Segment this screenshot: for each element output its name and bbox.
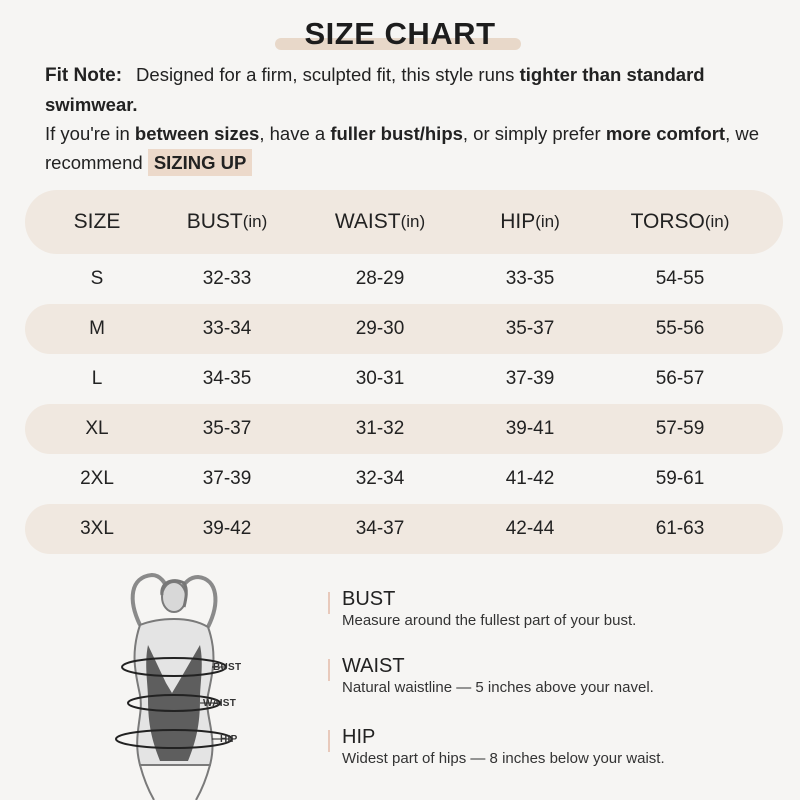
measure-hip xyxy=(328,726,665,767)
cell-torso: 54-55 xyxy=(655,268,705,289)
size-table xyxy=(25,190,783,554)
measure-desc: Widest part of hips — 8 inches below your waist. xyxy=(342,750,665,767)
cell-waist: 34-37 xyxy=(355,518,405,539)
fit-note-bold-1: tighter than standard swimwear. xyxy=(45,64,705,115)
measure-title: BUST xyxy=(342,588,396,610)
measure-divider xyxy=(328,659,330,681)
measure-divider xyxy=(328,730,330,752)
cell-size: 2XL xyxy=(80,468,114,489)
title-area xyxy=(0,16,800,52)
fit-note xyxy=(45,60,765,177)
cell-size: M xyxy=(89,318,105,339)
fit-note-text-3: , have a xyxy=(259,123,331,144)
cell-size: L xyxy=(91,368,103,389)
cell-bust: 39-42 xyxy=(202,518,252,539)
cell-waist: 31-32 xyxy=(355,418,405,439)
fit-note-bold-4: more comfort xyxy=(605,123,726,144)
cell-size: 3XL xyxy=(80,518,114,539)
cell-hip: 41-42 xyxy=(505,468,555,489)
measure-desc: Measure around the fullest part of your bust. xyxy=(342,612,637,629)
cell-hip: 37-39 xyxy=(505,368,555,389)
table-row xyxy=(25,454,783,504)
figure-label-hip: HIP xyxy=(220,734,238,745)
sizing-up-highlight: SIZING UP xyxy=(148,149,253,176)
cell-bust: 35-37 xyxy=(202,418,252,439)
table-row xyxy=(25,404,783,454)
header-size: SIZE xyxy=(73,210,121,233)
cell-hip: 39-41 xyxy=(505,418,555,439)
cell-bust: 32-33 xyxy=(202,268,252,289)
body-figure-icon xyxy=(100,565,260,800)
measure-title: WAIST xyxy=(342,655,405,677)
cell-torso: 55-56 xyxy=(655,318,705,339)
cell-waist: 28-29 xyxy=(355,268,405,289)
measure-title: HIP xyxy=(342,726,376,748)
cell-size: S xyxy=(90,268,104,289)
fit-note-text-4: , or simply prefer xyxy=(462,123,606,144)
fit-note-label: Fit Note: xyxy=(45,65,123,86)
cell-hip: 42-44 xyxy=(505,518,555,539)
fit-note-text-5: , we recommend xyxy=(45,123,759,173)
measure-divider xyxy=(328,592,330,614)
header-bust: BUST (in) xyxy=(186,210,268,233)
cell-bust: 34-35 xyxy=(202,368,252,389)
measure-desc: Natural waistline — 5 inches above your navel. xyxy=(342,679,654,696)
table-row xyxy=(25,304,783,354)
cell-waist: 32-34 xyxy=(355,468,405,489)
fit-note-text-2: If you're in xyxy=(45,123,135,144)
cell-torso: 59-61 xyxy=(655,468,705,489)
cell-bust: 37-39 xyxy=(202,468,252,489)
fit-note-text-1: Designed for a firm, sculpted fit, this style runs xyxy=(136,64,520,85)
cell-waist: 29-30 xyxy=(355,318,405,339)
fit-note-bold-3: fuller bust/hips xyxy=(330,123,463,144)
cell-size: XL xyxy=(85,418,109,439)
cell-bust: 33-34 xyxy=(202,318,252,339)
table-row xyxy=(25,504,783,554)
body-figure xyxy=(100,565,260,800)
measure-bust xyxy=(328,588,636,629)
cell-torso: 61-63 xyxy=(655,518,705,539)
figure-label-bust: BUST xyxy=(213,662,242,673)
header-waist: WAIST (in) xyxy=(334,210,426,233)
measure-waist xyxy=(328,655,654,696)
fit-note-bold-2: between sizes xyxy=(134,123,260,144)
header-hip: HIP (in) xyxy=(500,210,560,233)
page-title: SIZE CHART xyxy=(304,16,496,51)
table-header xyxy=(25,190,783,254)
cell-hip: 33-35 xyxy=(505,268,555,289)
cell-torso: 56-57 xyxy=(655,368,705,389)
header-torso: TORSO (in) xyxy=(630,210,730,233)
figure-label-waist: WAIST xyxy=(203,698,237,709)
cell-waist: 30-31 xyxy=(355,368,405,389)
cell-torso: 57-59 xyxy=(655,418,705,439)
table-row xyxy=(25,354,783,404)
table-row xyxy=(25,254,783,304)
cell-hip: 35-37 xyxy=(505,318,555,339)
